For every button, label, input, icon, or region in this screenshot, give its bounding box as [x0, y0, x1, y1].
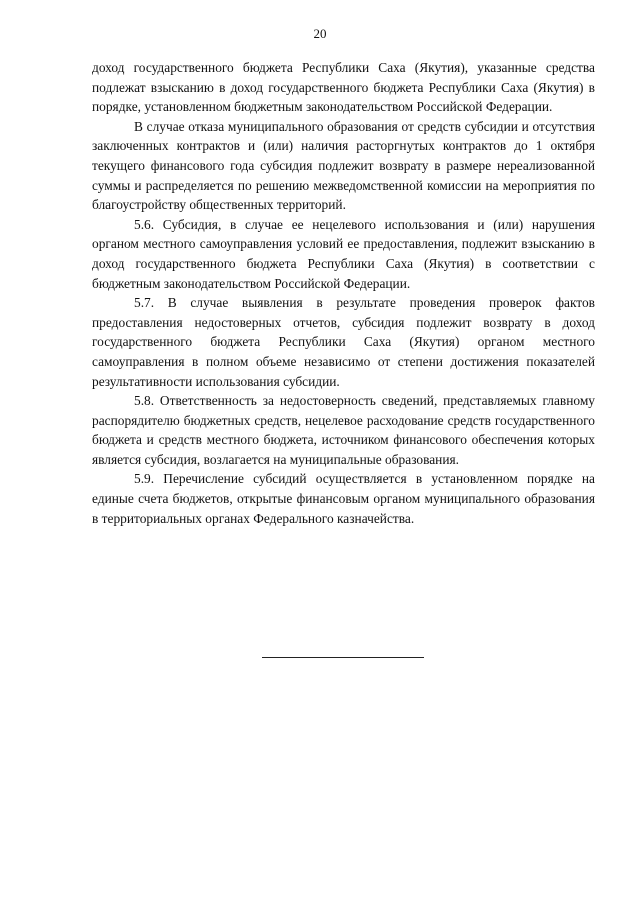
paragraph-continuation: доход государственного бюджета Республики Саха (Якутия), указанные средства подлежат взысканию в доход государственного бюджета Республики Саха (Якутия) в порядке, установленном бюджетным законодательством Российской Федерации. [92, 60, 595, 115]
paragraph-5-9: 5.9. Перечисление субсидий осуществляется в установленном порядке на единые счета бюджетов, открытые финансовым органом муниципального образования в территориальных органах Федерального казначейства. [92, 471, 595, 526]
paragraph-5-7: 5.7. В случае выявления в результате проведения проверок фактов предоставления недостоверных отчетов, субсидия подлежит возврату в доход государственного бюджета Республики Саха (Якутия) органом местного самоуправления в полном объеме независимо от степени достижения показателей результативности использования субсидии. [92, 295, 595, 389]
page-number: 20 [313, 26, 327, 41]
paragraph-5-8: 5.8. Ответственность за недостоверность сведений, представляемых главному распорядителю бюджетных средств, нецелевое расходование средств государственного бюджета и средств местного бюджета, источником финансового обеспечения которых является субсидия, возлагается на муниципальные образования. [92, 393, 595, 467]
end-of-document-divider [262, 657, 424, 658]
document-body [92, 58, 595, 528]
paragraph-5-6: 5.6. Субсидия, в случае ее нецелевого использования и (или) нарушения органом местного самоуправления условий ее предоставления, подлежит взысканию в доход государственного бюджета Республики Саха (Якутия) в соответствии с бюджетным законодательством Российской Федерации. [92, 216, 595, 291]
paragraph-refusal-return: В случае отказа муниципального образования от средств субсидии и отсутствия заключенных контрактов и (или) наличия расторгнутых контрактов до 1 октября текущего финансового года субсидия подлежит возврату в размере нереализованной суммы и распределяется по решению межведомственной комиссии на мероприятия по благоустройству общественных территорий. [92, 118, 595, 213]
